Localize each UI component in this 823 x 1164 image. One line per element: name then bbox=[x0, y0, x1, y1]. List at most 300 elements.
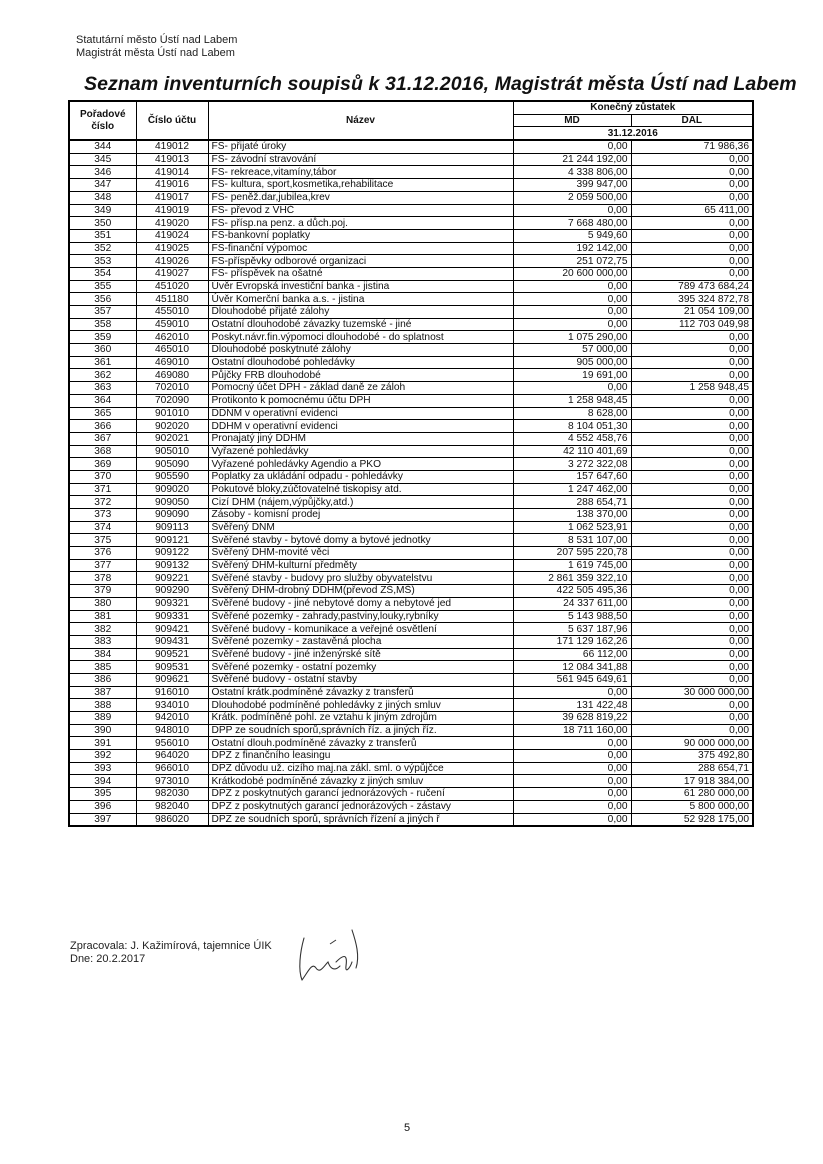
row-cislo-uctu: 964020 bbox=[136, 750, 208, 763]
row-cislo-uctu: 909132 bbox=[136, 559, 208, 572]
row-cislo-uctu: 916010 bbox=[136, 686, 208, 699]
row-dal: 90 000 000,00 bbox=[631, 737, 753, 750]
table-row bbox=[69, 635, 753, 648]
row-dal: 0,00 bbox=[631, 724, 753, 737]
row-cislo-uctu: 902020 bbox=[136, 420, 208, 433]
table-row bbox=[69, 242, 753, 255]
row-poradove-cislo: 393 bbox=[69, 762, 136, 775]
row-md: 5 949,60 bbox=[513, 229, 631, 242]
row-nazev: FS- přijaté úroky bbox=[208, 140, 513, 153]
row-md: 0,00 bbox=[513, 813, 631, 826]
table-row bbox=[69, 293, 753, 306]
table-row bbox=[69, 597, 753, 610]
row-dal: 0,00 bbox=[631, 267, 753, 280]
header-poradove-cislo: Pořadové číslo bbox=[69, 101, 136, 140]
row-poradove-cislo: 387 bbox=[69, 686, 136, 699]
row-poradove-cislo: 370 bbox=[69, 470, 136, 483]
row-cislo-uctu: 419014 bbox=[136, 166, 208, 179]
row-dal: 0,00 bbox=[631, 699, 753, 712]
row-cislo-uctu: 451180 bbox=[136, 293, 208, 306]
table-row bbox=[69, 394, 753, 407]
row-cislo-uctu: 909121 bbox=[136, 534, 208, 547]
footer-date: Dne: 20.2.2017 bbox=[70, 953, 146, 965]
row-md: 19 691,00 bbox=[513, 369, 631, 382]
row-cislo-uctu: 909020 bbox=[136, 483, 208, 496]
row-cislo-uctu: 455010 bbox=[136, 306, 208, 319]
row-md: 0,00 bbox=[513, 762, 631, 775]
row-poradove-cislo: 380 bbox=[69, 597, 136, 610]
row-poradove-cislo: 359 bbox=[69, 331, 136, 344]
row-nazev: FS- závodní stravování bbox=[208, 153, 513, 166]
row-cislo-uctu: 419020 bbox=[136, 217, 208, 230]
row-md: 0,00 bbox=[513, 140, 631, 153]
row-md: 1 619 745,00 bbox=[513, 559, 631, 572]
row-dal: 61 280 000,00 bbox=[631, 788, 753, 801]
table-row bbox=[69, 496, 753, 509]
table-row bbox=[69, 813, 753, 826]
row-cislo-uctu: 469080 bbox=[136, 369, 208, 382]
row-poradove-cislo: 357 bbox=[69, 306, 136, 319]
row-md: 0,00 bbox=[513, 382, 631, 395]
row-dal: 0,00 bbox=[631, 242, 753, 255]
row-nazev: Pomocný účet DPH - základ daně ze záloh bbox=[208, 382, 513, 395]
row-nazev: Dlouhodobé poskytnuté zálohy bbox=[208, 344, 513, 357]
row-md: 24 337 611,00 bbox=[513, 597, 631, 610]
row-cislo-uctu: 973010 bbox=[136, 775, 208, 788]
footer bbox=[70, 940, 272, 966]
row-nazev: Pronajatý jiný DDHM bbox=[208, 432, 513, 445]
row-nazev: DPZ z poskytnutých garancí jednorázových - ručení bbox=[208, 788, 513, 801]
row-nazev: FS- rekreace,vitamíny,tábor bbox=[208, 166, 513, 179]
row-poradove-cislo: 362 bbox=[69, 369, 136, 382]
row-nazev: DPZ z finančního leasingu bbox=[208, 750, 513, 763]
row-md: 0,00 bbox=[513, 750, 631, 763]
row-nazev: Svěřené pozemky - zahrady,pastviny,louky,rybníky bbox=[208, 610, 513, 623]
row-cislo-uctu: 909421 bbox=[136, 623, 208, 636]
table-row bbox=[69, 661, 753, 674]
row-md: 21 244 192,00 bbox=[513, 153, 631, 166]
row-nazev: Svěřené pozemky - zastavěná plocha bbox=[208, 635, 513, 648]
row-cislo-uctu: 905590 bbox=[136, 470, 208, 483]
row-nazev: DPZ důvodu už. cizího maj.na zákl. sml. o výpůjčce bbox=[208, 762, 513, 775]
row-poradove-cislo: 354 bbox=[69, 267, 136, 280]
row-cislo-uctu: 986020 bbox=[136, 813, 208, 826]
row-poradove-cislo: 361 bbox=[69, 356, 136, 369]
row-dal: 0,00 bbox=[631, 394, 753, 407]
row-cislo-uctu: 942010 bbox=[136, 712, 208, 725]
row-dal: 0,00 bbox=[631, 712, 753, 725]
row-cislo-uctu: 909331 bbox=[136, 610, 208, 623]
row-dal: 789 473 684,24 bbox=[631, 280, 753, 293]
row-cislo-uctu: 419013 bbox=[136, 153, 208, 166]
row-poradove-cislo: 363 bbox=[69, 382, 136, 395]
row-dal: 52 928 175,00 bbox=[631, 813, 753, 826]
row-cislo-uctu: 909122 bbox=[136, 547, 208, 560]
row-cislo-uctu: 909321 bbox=[136, 597, 208, 610]
table-row bbox=[69, 775, 753, 788]
row-nazev: Poplatky za ukládání odpadu - pohledávky bbox=[208, 470, 513, 483]
row-dal: 0,00 bbox=[631, 344, 753, 357]
row-poradove-cislo: 378 bbox=[69, 572, 136, 585]
row-poradove-cislo: 397 bbox=[69, 813, 136, 826]
row-md: 1 062 523,91 bbox=[513, 521, 631, 534]
row-poradove-cislo: 368 bbox=[69, 445, 136, 458]
row-nazev: FS- peněž.dar,jubilea,krev bbox=[208, 191, 513, 204]
table-row bbox=[69, 179, 753, 192]
row-nazev: FS-bankovní poplatky bbox=[208, 229, 513, 242]
row-poradove-cislo: 353 bbox=[69, 255, 136, 268]
row-dal: 71 986,36 bbox=[631, 140, 753, 153]
row-cislo-uctu: 419027 bbox=[136, 267, 208, 280]
row-md: 20 600 000,00 bbox=[513, 267, 631, 280]
row-dal: 0,00 bbox=[631, 623, 753, 636]
table-row bbox=[69, 712, 753, 725]
row-cislo-uctu: 934010 bbox=[136, 699, 208, 712]
row-md: 0,00 bbox=[513, 293, 631, 306]
row-md: 8 104 051,30 bbox=[513, 420, 631, 433]
row-poradove-cislo: 394 bbox=[69, 775, 136, 788]
row-dal: 0,00 bbox=[631, 673, 753, 686]
handwritten-signature bbox=[290, 922, 370, 992]
row-dal: 0,00 bbox=[631, 166, 753, 179]
row-poradove-cislo: 374 bbox=[69, 521, 136, 534]
row-nazev: FS-příspěvky odborové organizaci bbox=[208, 255, 513, 268]
row-poradove-cislo: 358 bbox=[69, 318, 136, 331]
table-row bbox=[69, 699, 753, 712]
row-dal: 0,00 bbox=[631, 572, 753, 585]
row-nazev: Svěřený DNM bbox=[208, 521, 513, 534]
table-row bbox=[69, 648, 753, 661]
row-dal: 0,00 bbox=[631, 217, 753, 230]
row-md: 4 338 806,00 bbox=[513, 166, 631, 179]
row-cislo-uctu: 465010 bbox=[136, 344, 208, 357]
header-md: MD bbox=[513, 114, 631, 127]
row-dal: 0,00 bbox=[631, 521, 753, 534]
row-cislo-uctu: 966010 bbox=[136, 762, 208, 775]
row-cislo-uctu: 419012 bbox=[136, 140, 208, 153]
row-poradove-cislo: 344 bbox=[69, 140, 136, 153]
document-header bbox=[76, 34, 237, 60]
header-dal: DAL bbox=[631, 114, 753, 127]
row-md: 138 370,00 bbox=[513, 509, 631, 522]
table-row bbox=[69, 521, 753, 534]
row-nazev: FS- převod z VHČ bbox=[208, 204, 513, 217]
row-cislo-uctu: 909521 bbox=[136, 648, 208, 661]
row-dal: 0,00 bbox=[631, 445, 753, 458]
row-nazev: Krátkodobé podmíněné závazky z jiných smluv bbox=[208, 775, 513, 788]
row-nazev: FS-finanční výpomoc bbox=[208, 242, 513, 255]
row-poradove-cislo: 365 bbox=[69, 407, 136, 420]
row-cislo-uctu: 702010 bbox=[136, 382, 208, 395]
row-poradove-cislo: 347 bbox=[69, 179, 136, 192]
row-dal: 30 000 000,00 bbox=[631, 686, 753, 699]
row-nazev: Svěřené pozemky - ostatní pozemky bbox=[208, 661, 513, 674]
row-cislo-uctu: 982040 bbox=[136, 800, 208, 813]
row-dal: 0,00 bbox=[631, 610, 753, 623]
row-md: 905 000,00 bbox=[513, 356, 631, 369]
row-md: 5 143 988,50 bbox=[513, 610, 631, 623]
row-poradove-cislo: 364 bbox=[69, 394, 136, 407]
row-dal: 0,00 bbox=[631, 458, 753, 471]
table-row bbox=[69, 140, 753, 153]
row-dal: 0,00 bbox=[631, 369, 753, 382]
table-row bbox=[69, 788, 753, 801]
table-row bbox=[69, 610, 753, 623]
row-md: 399 947,00 bbox=[513, 179, 631, 192]
row-cislo-uctu: 982030 bbox=[136, 788, 208, 801]
table-row bbox=[69, 762, 753, 775]
row-cislo-uctu: 419025 bbox=[136, 242, 208, 255]
row-nazev: Vyřazené pohledávky Agendio a PKO bbox=[208, 458, 513, 471]
row-md: 4 552 458,76 bbox=[513, 432, 631, 445]
row-md: 171 129 162,26 bbox=[513, 635, 631, 648]
table-row bbox=[69, 534, 753, 547]
row-dal: 0,00 bbox=[631, 648, 753, 661]
table-row bbox=[69, 673, 753, 686]
row-nazev: FS- příspěvek na ošatné bbox=[208, 267, 513, 280]
table-row bbox=[69, 191, 753, 204]
table-row bbox=[69, 470, 753, 483]
table-row bbox=[69, 255, 753, 268]
table-row bbox=[69, 432, 753, 445]
row-dal: 0,00 bbox=[631, 191, 753, 204]
row-nazev: Svěřené budovy - komunikace a veřejné osvětlení bbox=[208, 623, 513, 636]
row-cislo-uctu: 948010 bbox=[136, 724, 208, 737]
row-nazev: DDHM v operativní evidenci bbox=[208, 420, 513, 433]
row-poradove-cislo: 366 bbox=[69, 420, 136, 433]
row-md: 251 072,75 bbox=[513, 255, 631, 268]
row-md: 2 059 500,00 bbox=[513, 191, 631, 204]
row-cislo-uctu: 909531 bbox=[136, 661, 208, 674]
row-md: 0,00 bbox=[513, 306, 631, 319]
row-nazev: Krátk. podmíněné pohl. ze vztahu k jiným zdrojům bbox=[208, 712, 513, 725]
row-nazev: Pokutové bloky,zúčtovatelné tiskopisy atd. bbox=[208, 483, 513, 496]
row-nazev: Vyřazené pohledávky bbox=[208, 445, 513, 458]
row-cislo-uctu: 909621 bbox=[136, 673, 208, 686]
row-dal: 395 324 872,78 bbox=[631, 293, 753, 306]
row-md: 57 000,00 bbox=[513, 344, 631, 357]
row-md: 8 531 107,00 bbox=[513, 534, 631, 547]
row-poradove-cislo: 372 bbox=[69, 496, 136, 509]
header-city: Statutární město Ústí nad Labem bbox=[76, 34, 238, 46]
inventory-table bbox=[68, 100, 754, 827]
row-poradove-cislo: 389 bbox=[69, 712, 136, 725]
header-konecny-zustatek: Konečný zůstatek bbox=[513, 101, 753, 114]
table-row bbox=[69, 369, 753, 382]
row-nazev: Dlouhodobé přijaté zálohy bbox=[208, 306, 513, 319]
row-nazev: Dlouhodobé podmíněné pohledávky z jiných smluv bbox=[208, 699, 513, 712]
table-row bbox=[69, 318, 753, 331]
table-row bbox=[69, 623, 753, 636]
header-office: Magistrát města Ústí nad Labem bbox=[76, 47, 235, 59]
row-cislo-uctu: 462010 bbox=[136, 331, 208, 344]
row-nazev: Protikonto k pomocnému účtu DPH bbox=[208, 394, 513, 407]
row-poradove-cislo: 375 bbox=[69, 534, 136, 547]
table-row bbox=[69, 445, 753, 458]
row-cislo-uctu: 902021 bbox=[136, 432, 208, 445]
row-md: 157 647,60 bbox=[513, 470, 631, 483]
table-row bbox=[69, 737, 753, 750]
row-poradove-cislo: 384 bbox=[69, 648, 136, 661]
table-row bbox=[69, 585, 753, 598]
row-md: 18 711 160,00 bbox=[513, 724, 631, 737]
row-dal: 0,00 bbox=[631, 255, 753, 268]
row-md: 0,00 bbox=[513, 788, 631, 801]
table-row bbox=[69, 229, 753, 242]
table-row bbox=[69, 483, 753, 496]
row-nazev: DDNM v operativní evidenci bbox=[208, 407, 513, 420]
table-row bbox=[69, 153, 753, 166]
row-cislo-uctu: 419019 bbox=[136, 204, 208, 217]
row-poradove-cislo: 349 bbox=[69, 204, 136, 217]
row-poradove-cislo: 381 bbox=[69, 610, 136, 623]
row-nazev: FS- kultura, sport,kosmetika,rehabilitace bbox=[208, 179, 513, 192]
row-cislo-uctu: 419016 bbox=[136, 179, 208, 192]
row-md: 66 112,00 bbox=[513, 648, 631, 661]
row-dal: 0,00 bbox=[631, 509, 753, 522]
row-poradove-cislo: 348 bbox=[69, 191, 136, 204]
row-md: 0,00 bbox=[513, 280, 631, 293]
row-cislo-uctu: 909113 bbox=[136, 521, 208, 534]
row-dal: 0,00 bbox=[631, 597, 753, 610]
row-nazev: Svěřené stavby - budovy pro služby obyvatelstvu bbox=[208, 572, 513, 585]
row-poradove-cislo: 356 bbox=[69, 293, 136, 306]
row-nazev: Ostatní krátk.podmíněné závazky z transferů bbox=[208, 686, 513, 699]
table-row bbox=[69, 217, 753, 230]
row-poradove-cislo: 390 bbox=[69, 724, 136, 737]
row-md: 288 654,71 bbox=[513, 496, 631, 509]
row-cislo-uctu: 909221 bbox=[136, 572, 208, 585]
row-md: 3 272 322,08 bbox=[513, 458, 631, 471]
row-nazev: Úvěr Evropská investiční banka - jistina bbox=[208, 280, 513, 293]
row-nazev: Půjčky FRB dlouhodobé bbox=[208, 369, 513, 382]
row-dal: 17 918 384,00 bbox=[631, 775, 753, 788]
row-dal: 21 054 109,00 bbox=[631, 306, 753, 319]
row-md: 131 422,48 bbox=[513, 699, 631, 712]
row-cislo-uctu: 909290 bbox=[136, 585, 208, 598]
row-nazev: Ostatní dlouhodobé pohledávky bbox=[208, 356, 513, 369]
row-cislo-uctu: 905090 bbox=[136, 458, 208, 471]
row-poradove-cislo: 346 bbox=[69, 166, 136, 179]
row-dal: 0,00 bbox=[631, 547, 753, 560]
row-cislo-uctu: 956010 bbox=[136, 737, 208, 750]
row-md: 0,00 bbox=[513, 318, 631, 331]
row-poradove-cislo: 386 bbox=[69, 673, 136, 686]
row-poradove-cislo: 377 bbox=[69, 559, 136, 572]
row-md: 0,00 bbox=[513, 686, 631, 699]
row-cislo-uctu: 451020 bbox=[136, 280, 208, 293]
row-poradove-cislo: 383 bbox=[69, 635, 136, 648]
header-nazev: Název bbox=[208, 101, 513, 140]
row-nazev: DPZ z poskytnutých garancí jednorázových - zástavy bbox=[208, 800, 513, 813]
row-poradove-cislo: 350 bbox=[69, 217, 136, 230]
row-poradove-cislo: 395 bbox=[69, 788, 136, 801]
row-dal: 0,00 bbox=[631, 420, 753, 433]
table-row bbox=[69, 724, 753, 737]
row-md: 7 668 480,00 bbox=[513, 217, 631, 230]
row-nazev: Svěřené budovy - jiné nebytové domy a nebytové jed bbox=[208, 597, 513, 610]
header-cislo-uctu: Číslo účtu bbox=[136, 101, 208, 140]
row-poradove-cislo: 369 bbox=[69, 458, 136, 471]
row-poradove-cislo: 396 bbox=[69, 800, 136, 813]
row-nazev: Úvěr Komerční banka a.s. - jistina bbox=[208, 293, 513, 306]
table-row bbox=[69, 267, 753, 280]
row-cislo-uctu: 905010 bbox=[136, 445, 208, 458]
page-number: 5 bbox=[404, 1122, 411, 1134]
row-dal: 0,00 bbox=[631, 534, 753, 547]
header-date: 31.12.2016 bbox=[513, 127, 753, 140]
page-title: Seznam inventurních soupisů k 31.12.2016, Magistrát města Ústí nad Labem bbox=[84, 73, 797, 95]
table-row bbox=[69, 458, 753, 471]
row-nazev: FS- přísp.na penz. a důch.poj. bbox=[208, 217, 513, 230]
row-dal: 5 800 000,00 bbox=[631, 800, 753, 813]
row-md: 207 595 220,78 bbox=[513, 547, 631, 560]
row-poradove-cislo: 373 bbox=[69, 509, 136, 522]
row-dal: 0,00 bbox=[631, 407, 753, 420]
row-cislo-uctu: 901010 bbox=[136, 407, 208, 420]
table-row bbox=[69, 166, 753, 179]
row-dal: 0,00 bbox=[631, 179, 753, 192]
row-cislo-uctu: 909090 bbox=[136, 509, 208, 522]
row-nazev: Svěřené budovy - jiné inženýrské sítě bbox=[208, 648, 513, 661]
row-cislo-uctu: 909431 bbox=[136, 635, 208, 648]
table-body bbox=[69, 140, 753, 826]
row-cislo-uctu: 419024 bbox=[136, 229, 208, 242]
row-nazev: Zásoby - komisní prodej bbox=[208, 509, 513, 522]
row-poradove-cislo: 345 bbox=[69, 153, 136, 166]
row-dal: 0,00 bbox=[631, 635, 753, 648]
row-nazev: Ostatní dlouh.podmíněné závazky z transferů bbox=[208, 737, 513, 750]
table-row bbox=[69, 750, 753, 763]
table-row bbox=[69, 572, 753, 585]
row-poradove-cislo: 352 bbox=[69, 242, 136, 255]
row-poradove-cislo: 379 bbox=[69, 585, 136, 598]
row-nazev: Poskyt.návr.fin.výpomoci dlouhodobé - do splatnost bbox=[208, 331, 513, 344]
row-nazev: Svěřený DHM-drobný DDHM(převod ZŠ,MŠ) bbox=[208, 585, 513, 598]
row-dal: 0,00 bbox=[631, 432, 753, 445]
row-md: 39 628 819,22 bbox=[513, 712, 631, 725]
row-dal: 0,00 bbox=[631, 153, 753, 166]
row-dal: 375 492,80 bbox=[631, 750, 753, 763]
row-nazev: Svěřený DHM-movité věci bbox=[208, 547, 513, 560]
row-nazev: DPZ ze soudních sporů, správních řízení a jiných ř bbox=[208, 813, 513, 826]
row-dal: 112 703 049,98 bbox=[631, 318, 753, 331]
prepared-by: Zpracovala: J. Kažimírová, tajemnice ÚIK bbox=[70, 940, 272, 952]
row-poradove-cislo: 351 bbox=[69, 229, 136, 242]
row-dal: 0,00 bbox=[631, 496, 753, 509]
row-nazev: Svěřený DHM-kulturní předměty bbox=[208, 559, 513, 572]
row-dal: 288 654,71 bbox=[631, 762, 753, 775]
row-cislo-uctu: 419017 bbox=[136, 191, 208, 204]
row-nazev: DPP ze soudních sporů,správních říz. a jiných říz. bbox=[208, 724, 513, 737]
row-md: 5 637 187,96 bbox=[513, 623, 631, 636]
row-dal: 0,00 bbox=[631, 331, 753, 344]
row-cislo-uctu: 909050 bbox=[136, 496, 208, 509]
row-poradove-cislo: 360 bbox=[69, 344, 136, 357]
row-md: 1 258 948,45 bbox=[513, 394, 631, 407]
row-poradove-cislo: 388 bbox=[69, 699, 136, 712]
row-poradove-cislo: 367 bbox=[69, 432, 136, 445]
row-dal: 0,00 bbox=[631, 661, 753, 674]
row-cislo-uctu: 459010 bbox=[136, 318, 208, 331]
row-md: 1 247 462,00 bbox=[513, 483, 631, 496]
table-row bbox=[69, 547, 753, 560]
row-dal: 0,00 bbox=[631, 559, 753, 572]
table-row bbox=[69, 800, 753, 813]
table-row bbox=[69, 204, 753, 217]
row-poradove-cislo: 376 bbox=[69, 547, 136, 560]
row-md: 2 861 359 322,10 bbox=[513, 572, 631, 585]
